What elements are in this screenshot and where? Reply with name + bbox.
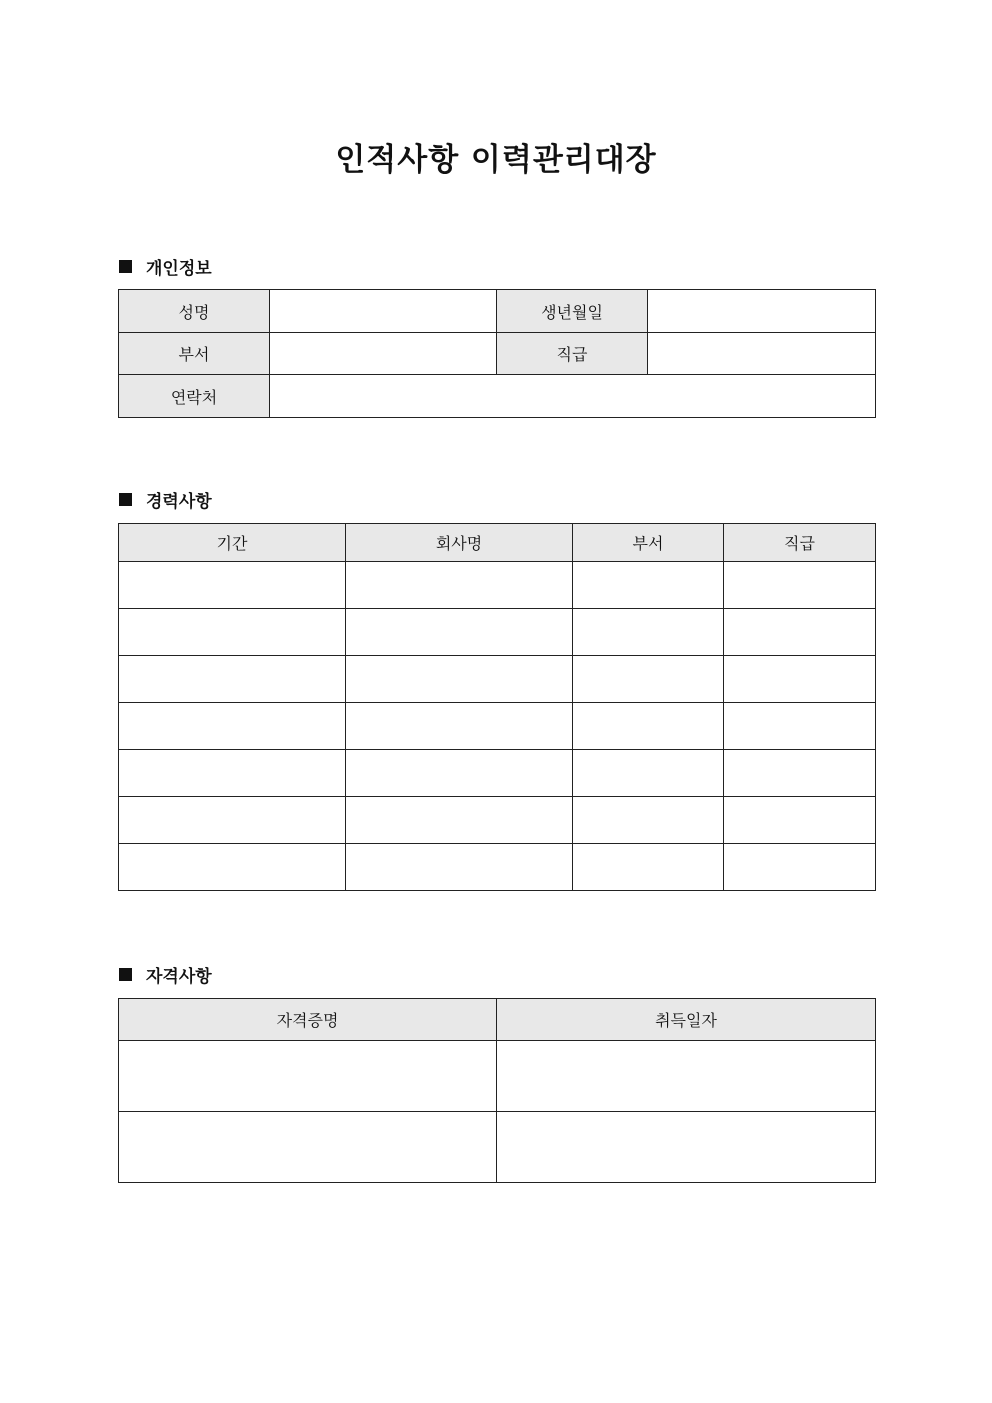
table-header-row: [119, 999, 876, 1041]
dept-cell[interactable]: [573, 797, 724, 844]
rank-cell[interactable]: [724, 656, 876, 703]
column-header-rank: 직급: [724, 524, 876, 562]
column-header-cert-name: 자격증명: [119, 999, 497, 1041]
rank-cell[interactable]: [724, 844, 876, 891]
square-bullet-icon: [119, 493, 132, 506]
dept-cell[interactable]: [573, 750, 724, 797]
dept-cell[interactable]: [573, 656, 724, 703]
acquired-date-cell[interactable]: [497, 1112, 876, 1183]
period-cell[interactable]: [119, 562, 346, 609]
column-header-acquired-date: 취득일자: [497, 999, 876, 1041]
section-heading-label: 개인정보: [146, 259, 212, 279]
column-header-company: 회사명: [346, 524, 573, 562]
period-cell[interactable]: [119, 609, 346, 656]
table-row: [119, 609, 876, 656]
career-table: [118, 523, 876, 891]
dept-cell[interactable]: [573, 562, 724, 609]
square-bullet-icon: [119, 260, 132, 273]
company-cell[interactable]: [346, 656, 573, 703]
cert-name-cell[interactable]: [119, 1112, 497, 1183]
period-cell[interactable]: [119, 844, 346, 891]
table-row: [119, 375, 876, 418]
section-heading-label: 자격사항: [146, 967, 212, 987]
birth-label: 생년월일: [497, 290, 648, 333]
company-cell[interactable]: [346, 750, 573, 797]
table-row: [119, 562, 876, 609]
table-row: [119, 656, 876, 703]
column-header-dept: 부서: [573, 524, 724, 562]
table-row: [119, 1112, 876, 1183]
rank-cell[interactable]: [724, 750, 876, 797]
table-row: [119, 1041, 876, 1112]
table-row: [119, 333, 876, 375]
section-heading-personal: [119, 254, 212, 279]
certs-table: [118, 998, 876, 1183]
company-cell[interactable]: [346, 609, 573, 656]
rank-field[interactable]: [648, 333, 876, 375]
acquired-date-cell[interactable]: [497, 1041, 876, 1112]
period-cell[interactable]: [119, 656, 346, 703]
company-cell[interactable]: [346, 797, 573, 844]
rank-cell[interactable]: [724, 609, 876, 656]
rank-label: 직급: [497, 333, 648, 375]
table-row: [119, 797, 876, 844]
dept-cell[interactable]: [573, 703, 724, 750]
dept-field[interactable]: [270, 333, 497, 375]
section-heading-certs: [119, 962, 212, 987]
contact-field[interactable]: [270, 375, 876, 418]
table-row: [119, 703, 876, 750]
square-bullet-icon: [119, 968, 132, 981]
company-cell[interactable]: [346, 844, 573, 891]
name-label: 성명: [119, 290, 270, 333]
period-cell[interactable]: [119, 797, 346, 844]
rank-cell[interactable]: [724, 703, 876, 750]
period-cell[interactable]: [119, 750, 346, 797]
column-header-period: 기간: [119, 524, 346, 562]
company-cell[interactable]: [346, 703, 573, 750]
dept-cell[interactable]: [573, 609, 724, 656]
table-row: [119, 750, 876, 797]
dept-cell[interactable]: [573, 844, 724, 891]
company-cell[interactable]: [346, 562, 573, 609]
contact-label: 연락처: [119, 375, 270, 418]
birth-field[interactable]: [648, 290, 876, 333]
table-row: [119, 844, 876, 891]
section-heading-label: 경력사항: [146, 492, 212, 512]
section-heading-career: [119, 487, 212, 512]
personal-info-table: [118, 289, 876, 418]
cert-name-cell[interactable]: [119, 1041, 497, 1112]
table-header-row: [119, 524, 876, 562]
table-row: [119, 290, 876, 333]
rank-cell[interactable]: [724, 797, 876, 844]
page-title: 인적사항 이력관리대장: [335, 142, 657, 178]
rank-cell[interactable]: [724, 562, 876, 609]
name-field[interactable]: [270, 290, 497, 333]
period-cell[interactable]: [119, 703, 346, 750]
dept-label: 부서: [119, 333, 270, 375]
